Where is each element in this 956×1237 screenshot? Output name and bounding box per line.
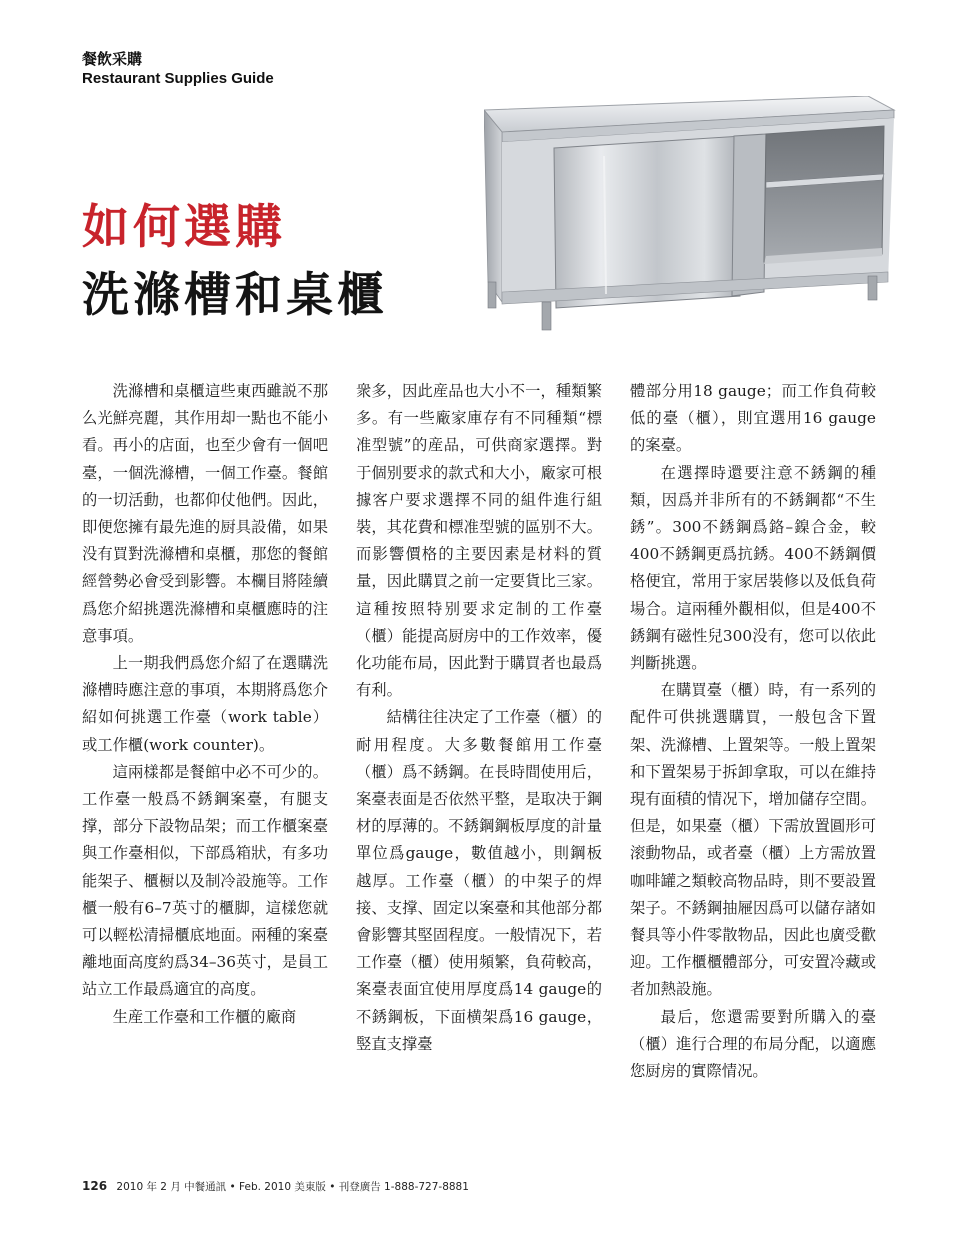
paragraph: 上一期我們爲您介紹了在選購洗滌槽時應注意的事項，本期將爲您介紹如何挑選工作臺（work table）或工作櫃(work counter)。 — [82, 654, 328, 754]
page-number: 126 — [82, 1179, 108, 1193]
section-title-chinese: 餐飲采購 — [82, 50, 143, 68]
text-column-3 — [630, 378, 876, 1085]
paragraph: 結構往往决定了工作臺（櫃）的耐用程度。大多數餐館用工作臺（櫃）爲不銹鋼。在長時間使用后，案臺表面是否依然平整，是取决于鋼材的厚薄的。不銹鋼鋼板厚度的計量單位爲gauge，數值越小，則鋼板越厚。工作臺（櫃）的中架子的焊接、支撑、固定以案臺和其他部分都會影響其堅固程度。一般情况下，若工作臺（櫃）使用頻繁，負荷較高，案臺表面宜使用厚度爲14 gauge的不銹鋼板，下面横架爲16 gauge，竪直支撑臺 — [356, 708, 602, 1053]
text-column-1 — [82, 378, 328, 1031]
paragraph: 洗滌槽和桌櫃這些東西雖説不那么光鮮亮麗，其作用却一點也不能小看。再小的店面，也至少會有一個吧臺，一個洗滌槽，一個工作臺。餐館的一切活動，也都仰仗他們。因此，即便您擁有最先進的厨具設備，如果没有買對洗滌槽和桌櫃，那您的餐館經營勢必會受到影響。本欄目將陸續爲您介紹挑選洗滌槽和桌櫃應時的注意事項。 — [82, 382, 328, 645]
paragraph: 體部分用18 gauge；而工作負荷較低的臺（櫃），則宜選用16 gauge的案臺。 — [630, 382, 876, 455]
paragraph: 衆多，因此産品也大小不一，種類繁多。有一些廠家庫存有不同種類“標准型號”的産品，可供商家選擇。對于個别要求的款式和大小，廠家可根據客户要求選擇不同的組件進行組裝，其花費和標准型號的區别不大。而影響價格的主要因素是材料的質量，因此購買之前一定要貨比三家。這種按照特别要求定制的工作臺（櫃）能提高厨房中的工作效率，優化功能布局，因此對于購買者也最爲有利。 — [356, 382, 602, 700]
section-title-english: Restaurant Supplies Guide — [82, 70, 274, 87]
paragraph: 這兩樣都是餐館中必不可少的。工作臺一般爲不銹鋼案臺，有腿支撑，部分下設物品架；而工作櫃案臺與工作臺相似，下部爲箱狀，有多功能架子、櫃橱以及制冷設施等。工作櫃一般有6–7英寸的櫃脚，這樣您就可以輕松清掃櫃底地面。兩種的案臺離地面高度約爲34–36英寸，是員工站立工作最爲適宜的高度。 — [82, 762, 328, 999]
headline-line-1: 如何選購 — [82, 200, 286, 255]
text-column-2 — [356, 378, 602, 1058]
paragraph: 在購買臺（櫃）時，有一系列的配件可供挑選購買，一般包含下置架、洗滌槽、上置架等。一般上置架和下置架易于拆卸拿取，可以在維持現有面積的情况下，增加儲存空間。但是，如果臺（櫃）下需放置圓形可滚動物品，或者臺（櫃）上方需放置咖啡罐之類較高物品時，則不要設置架子。不銹鋼抽屜因爲可以儲存諸如餐具等小件零散物品，因此也廣受歡迎。工作櫃櫃體部分，可安置冷藏或者加熱設施。 — [630, 681, 876, 999]
publication-info: 2010 年 2 月 中餐通訊 • Feb. 2010 美東版 • 刊登廣告 1-888-727-8881 — [116, 1181, 469, 1193]
page-footer — [82, 1179, 469, 1194]
headline-line-2: 洗滌槽和桌櫃 — [82, 268, 388, 323]
paragraph: 生産工作臺和工作櫃的廠商 — [112, 1007, 297, 1026]
stainless-steel-cabinet-photo — [484, 96, 896, 332]
paragraph: 最后，您還需要對所購入的臺（櫃）進行合理的布局分配，以適應您厨房的實際情况。 — [630, 1007, 876, 1081]
paragraph: 在選擇時還要注意不銹鋼的種類，因爲并非所有的不銹鋼都“不生銹”。300不銹鋼爲鉻–鎳合金，較400不銹鋼更爲抗銹。400不銹鋼價格便宜，常用于家居裝修以及低負荷場合。這兩種外觀相似，但是400不銹鋼有磁性兒300没有，您可以依此判斷挑選。 — [630, 463, 876, 673]
